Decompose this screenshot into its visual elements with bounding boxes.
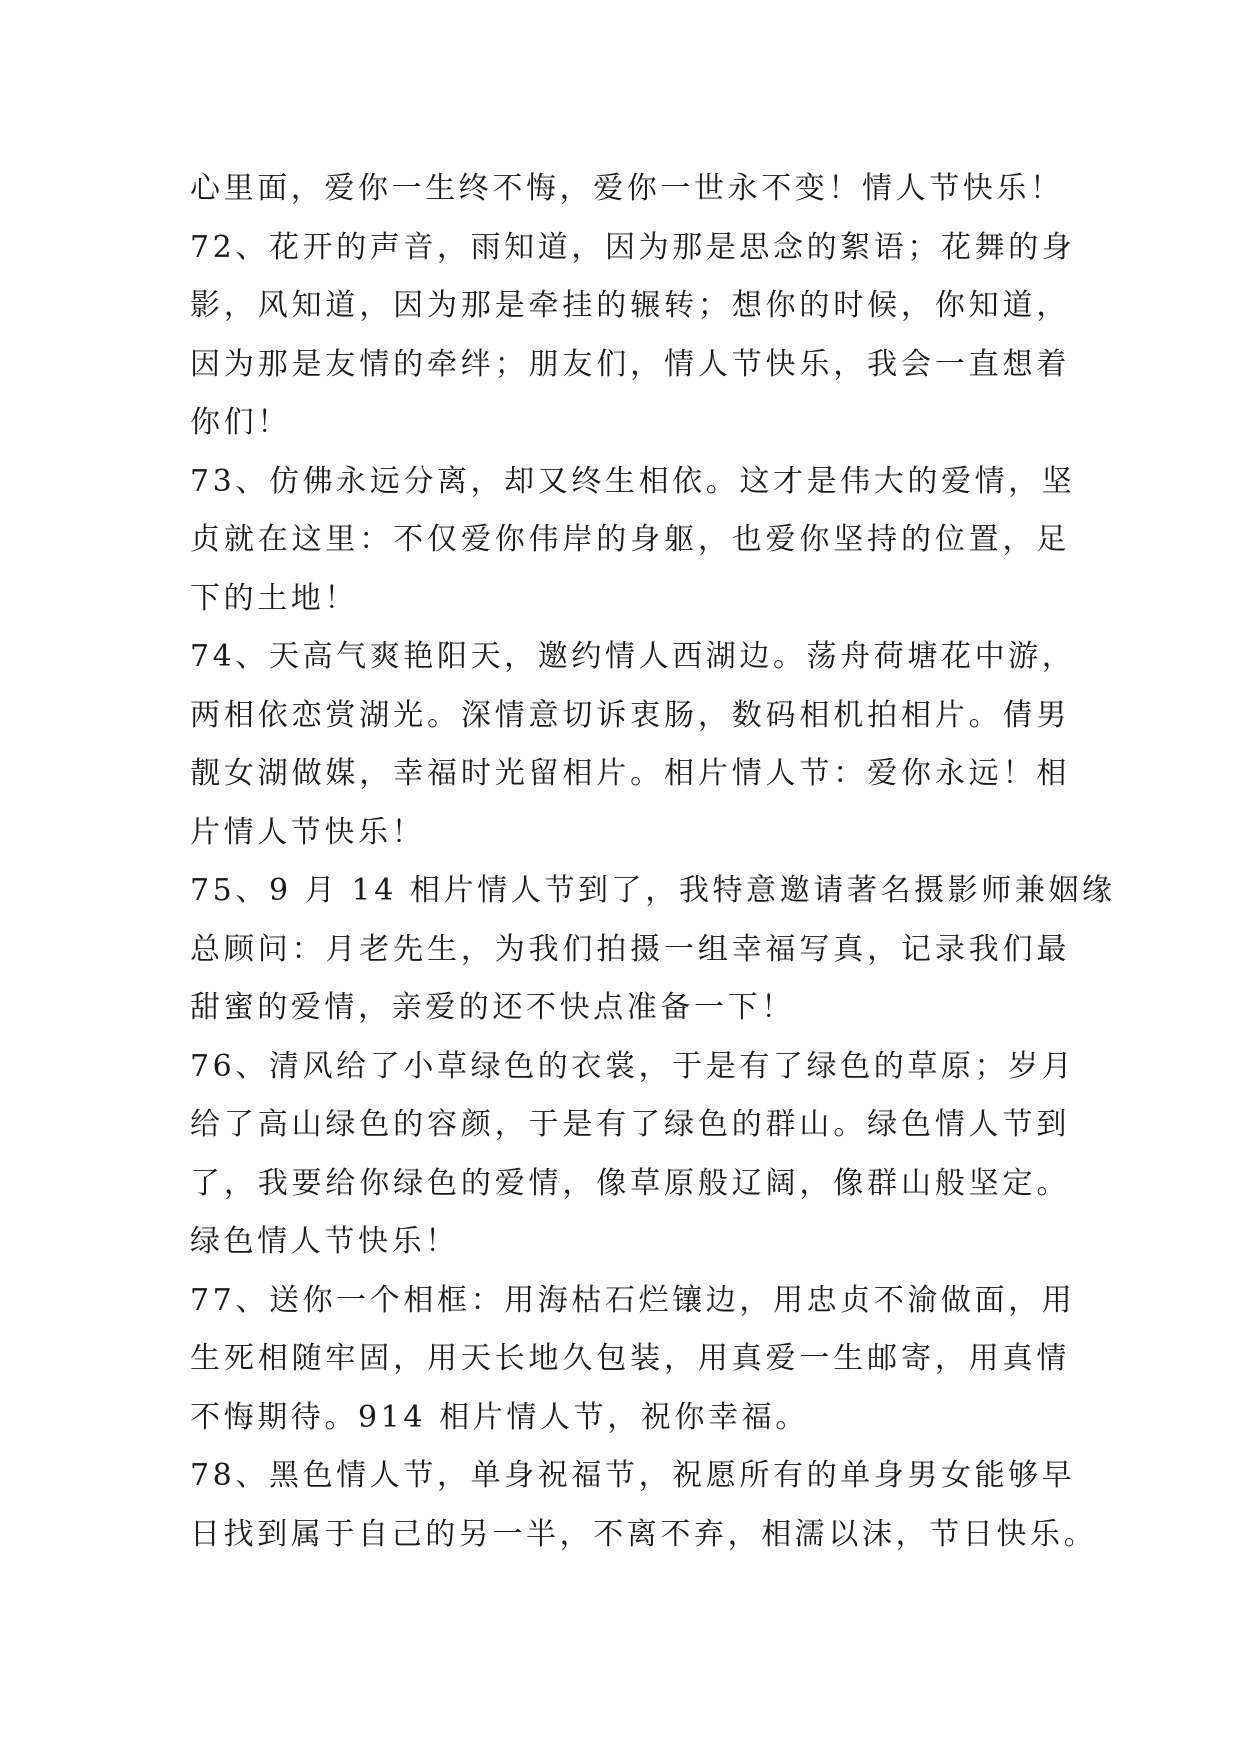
text-line: 生死相随牢固，用天长地久包装，用真爱一生邮寄，用真情 (190, 1341, 1070, 1376)
text-line: 给了高山绿色的容颜，于是有了绿色的群山。绿色情人节到 (190, 1107, 1070, 1142)
document-body (190, 160, 1116, 1564)
text-line: 靓女湖做媒，幸福时光留相片。相片情人节：爱你永远！相 (190, 756, 1070, 791)
text-line: 贞就在这里：不仅爱你伟岸的身躯，也爱你坚持的位置，足 (190, 522, 1070, 557)
text-line: 72、花开的声音，雨知道，因为那是思念的絮语；花舞的身 (190, 229, 1076, 265)
text-line: 76、清风给了小草绿色的衣裳，于是有了绿色的草原；岁月 (190, 1048, 1076, 1084)
text-line: 总顾问：月老先生，为我们拍摄一组幸福写真，记录我们最 (190, 931, 1070, 967)
text-line: 77、送你一个相框：用海枯石烂镶边，用忠贞不渝做面，用 (190, 1282, 1076, 1318)
text-line: 74、天高气爽艳阳天，邀约情人西湖边。荡舟荷塘花中游， (190, 639, 1076, 674)
text-line: 了，我要给你绿色的爱情，像草原般辽阔，像群山般坚定。 (190, 1165, 1070, 1201)
text-line: 两相依恋赏湖光。深情意切诉衷肠，数码相机拍相片。倩男 (190, 697, 1070, 733)
text-line: 绿色情人节快乐！ (190, 1224, 459, 1259)
text-line: 73、仿佛永远分离，却又终生相依。这才是伟大的爱情，坚 (190, 463, 1076, 499)
text-line: 你们！ (190, 405, 291, 440)
text-line: 下的土地！ (190, 580, 358, 616)
text-line: 甜蜜的爱情，亲爱的还不快点准备一下！ (190, 990, 795, 1025)
text-line: 75、9 月 14 相片情人节到了，我特意邀请著名摄影师兼姻缘 (190, 873, 1116, 908)
text-line: 影，风知道，因为那是牵挂的辗转；想你的时候，你知道， (190, 288, 1070, 323)
text-line: 不悔期待。914 相片情人节，祝你幸福。 (190, 1399, 809, 1435)
text-line: 心里面，爱你一生终不悔，爱你一世永不变！情人节快乐！ (190, 171, 1064, 206)
text-line: 因为那是友情的牵绊；朋友们，情人节快乐，我会一直想着 (190, 346, 1070, 382)
text-line: 日找到属于自己的另一半，不离不弃，相濡以沫，节日快乐。 (190, 1516, 1098, 1552)
text-line: 片情人节快乐！ (190, 814, 426, 850)
text-line: 78、黑色情人节，单身祝福节，祝愿所有的单身男女能够早 (190, 1458, 1076, 1493)
